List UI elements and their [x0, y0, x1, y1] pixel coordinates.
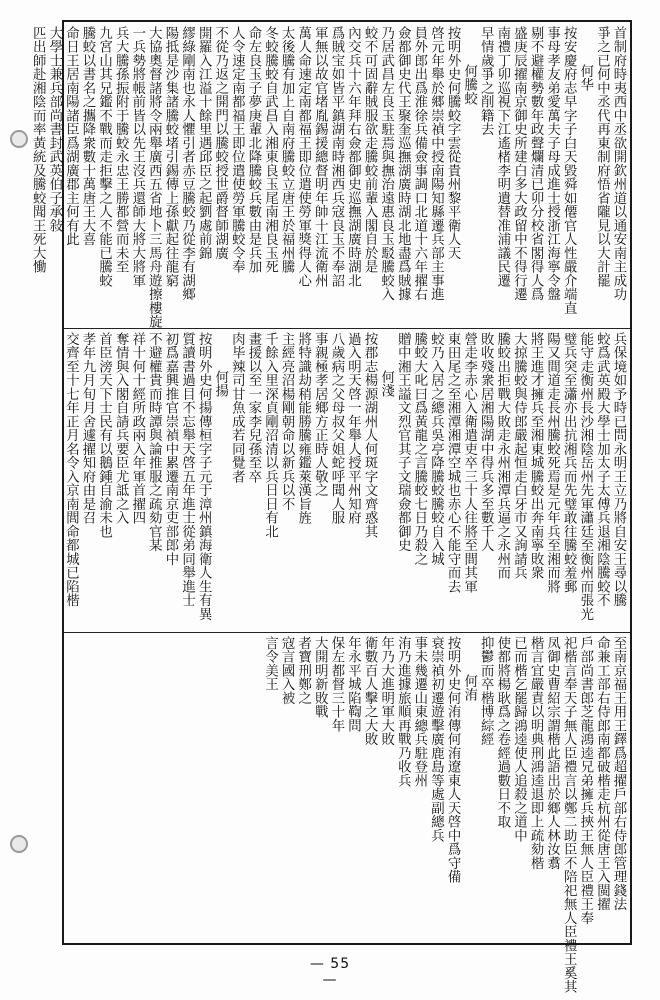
text-column: 大協奧督諸將令兩舉廣西五省地卜三馬舟遊擦樓旋 — [146, 26, 162, 329]
middle-register — [64, 332, 630, 628]
text-column: 東田尾之至湘潭湘潭空城也赤心不能守而去 — [445, 332, 461, 594]
text-column: 畫援以至一家李兒孫至卒 — [245, 332, 261, 484]
text-column: 已而楷乞罷歸鴻逵使人追殺之道中 — [511, 636, 527, 843]
text-column: 璧兵突至瀟亦出抗湘兵而先璧敢往騰蛟羞郵 — [561, 332, 577, 594]
binding-hole-top — [10, 130, 28, 148]
text-column: 萬人命速定南都福王即位遣使勞軍獎得人心 — [295, 26, 311, 288]
text-column: 何揚 — [212, 370, 228, 398]
text-column: 南禮丁卯巡視下江遙楮李明遺替准浦議民遷 — [494, 26, 510, 288]
text-column: 言令美王 — [262, 636, 278, 691]
text-column: 軍無以故官堵胤錫援總督明年帥十江流衛州 — [312, 26, 328, 288]
text-column: 內交兵十六年拜右僉都御史巡撫湖廣時湖北 — [345, 26, 361, 288]
text-column: 大掠騰蛟與侍郎嚴起恒走白牙市又詢請兵 — [511, 332, 527, 580]
text-column: 蛟乃入居之總兵吳亭降騰蛟騰蛟自入城 — [428, 332, 444, 566]
text-column: 過入明天啓一年舉人授平州知府 — [345, 332, 361, 525]
text-column: 不避權貴而時譚與論推服之疏劾官某 — [146, 332, 162, 552]
page-number: — 55 — — [309, 956, 351, 988]
text-column: 命兼工部右侍郎南都破楷走杭州從唐王入閩擢 — [594, 636, 610, 911]
text-column: 贈中湘王謚文烈官其子文瑞僉都御史 — [395, 332, 411, 552]
text-column: 孝年九月旬月舍遽擢知府由是召 — [80, 332, 95, 525]
text-column: 開羅入江溢十餘里遇邱臣之起劉處前錦 — [196, 26, 212, 260]
text-column: 人令速定南都福王即位遣使勞軍騰蛟令奉 — [229, 26, 245, 274]
text-column: 不從乃返之開門以騰蛟授世爵督師湖廣 — [212, 26, 228, 260]
text-column: 質讀書過目不忘舉天啓五年進士從弟同舉進士 — [179, 332, 195, 607]
text-column: 至南京福王用王鐸爲超擢戶部右侍郎管理錢法 — [611, 636, 626, 911]
text-column: 凤御史曹紹宗謂楷此語出於鄉人林汝翥 — [544, 636, 560, 870]
text-column: 早情歲爭之削籍去 — [478, 26, 494, 136]
text-column: 事親極孝居鄉方正時人敬之 — [312, 332, 328, 497]
text-column: 陽又間道走長州騰蛟死焉是元年兵至湘而將 — [544, 332, 560, 594]
text-column: 奪情與入閣自請兵要臣尤詆之入 — [113, 332, 129, 525]
text-column: 乃居武昌左良玉駐焉與撫治遠惠良玉駁騰蛟入 — [378, 26, 394, 301]
text-column: 衰崇禎初遷遊擊廣鹿島等處副總兵 — [428, 636, 444, 843]
text-column: 按明外史何揚傳桓字子元于漳州鎮海衛人生有異 — [196, 332, 212, 621]
text-column: 能守走衡州長沙湘陰岳州先軍瀟廷至衡州而張光 — [577, 332, 593, 621]
text-column: 命日王居南陽諸臣爲湖廣郡主何有此 — [63, 26, 79, 246]
text-column: 初爲嘉興推官崇禎中累遷南京吏部郎中 — [162, 332, 178, 566]
text-column: 戶部尚書郎芝龍鴻逵兄弟擁兵挾王無人臣禮王奉 — [577, 636, 593, 925]
text-column: 肉毕辣司甘魚成若同覺者 — [229, 332, 245, 484]
text-column: 大開明新敗戰 — [312, 636, 328, 719]
text-column: 寇言國入被 — [279, 636, 295, 705]
text-column: 按明外史何騰蛟字雲從貴州黎平衛人天 — [445, 26, 461, 260]
text-column: 兵保境如予時已問永明王立乃將自安王尋以騰 — [611, 332, 626, 607]
text-column: 何洧 — [461, 674, 477, 702]
text-column: 保左都督三十年 — [328, 636, 344, 733]
text-column: 使都將楊耿爲之卷經過數日不取 — [494, 636, 510, 829]
text-column: 啓元年舉於郷崇禎中授南陽知縣遷兵部主事進 — [428, 26, 444, 301]
text-column: 繆綠剛南也永人懼引者赤豆騰蛟乃從李有湖鄉 — [179, 26, 195, 301]
register-divider-lower — [64, 632, 630, 633]
text-column: 首臣滂天下士民有以鵝鍾自渝未也 — [96, 332, 112, 539]
text-column: 兵大騰孫振附于騰蛟永忠王勝都營而未至 — [113, 26, 129, 274]
text-column: 按安慶府志早字子白天毀舜如僊官人性嚴介端直 — [561, 26, 577, 315]
text-column: 者寶刑鄭之 — [295, 636, 311, 705]
text-column: 交齊至十七年正月名令入京南閭命都城已陷楷 — [63, 332, 79, 607]
text-column: 事母孝友弟愛萬夫子母成進士授浙江海寧令盤 — [544, 26, 560, 301]
register-divider-upper — [64, 328, 630, 329]
text-column: 員外郎出爲淮徐兵備僉事調口北道十六年擢右 — [411, 26, 427, 301]
text-column: 衛數百人擊之大敗 — [362, 636, 378, 746]
text-column: 千餘入里深貞剛沼清以兵日日有北 — [262, 332, 278, 539]
text-column: 營走李赤心入衛遣吏卒三十人往將至間其軍 — [461, 332, 477, 594]
text-column: 陽抵是沙集諸騰蛟堵引錫傳上孫獻起往龍窮 — [162, 26, 178, 288]
text-column: 大學士兼兵部尚書封武英伯子承敍 — [46, 26, 62, 233]
text-column: 爲賊宝如皆平鎮湖南時湘西兵寇良玉不奉詔 — [328, 26, 344, 288]
text-column: 九宮山其兄鑑不戰而走拒擊之人不能已騰蛟 — [96, 26, 112, 288]
text-column: 抑鬱而卒楷博綜經 — [478, 636, 494, 746]
text-column: 楷言宜嚴責以明典刑鴻逵退即上疏劾楷 — [528, 636, 544, 870]
text-column: 祀楷言奉天子無人臣禮言以鄭二助臣不陪祀無人臣禮王奚其 — [561, 636, 577, 994]
text-column: 冬蛟騰蛟自武昌入湘東良玉尾南湘良玉死 — [262, 26, 278, 274]
text-column: 年乃大進明軍大敗 — [378, 636, 394, 746]
text-column: 騰蛟大叱曰爲黃龍之言騰蛟七日乃殺之 — [411, 332, 427, 566]
text-column: 太後騰有加上自南府騰蛟立唐王於福州騰 — [279, 26, 295, 274]
text-column: 騰蛟以書名之攜降衆數十萬唐王大喜 — [80, 26, 95, 246]
text-column: 剔不避權勢數年政聲爛清已卯分校省閣得人爲 — [528, 26, 544, 301]
text-column: 何騰蛟 — [461, 64, 477, 106]
text-column: 匹出師赴湘陰而率黃統及騰蛟聞王死大慟 — [30, 26, 46, 274]
text-column: 爭之已何中丞代再東制府悟省隴見以大計罷 — [594, 26, 610, 288]
text-column: 主經亮沼楊剛朝命以新兵以不 — [279, 332, 295, 511]
text-column: 何淺 — [378, 370, 394, 398]
text-column: 蛟爲武英殿大學士加太子太傅兵退湘陰騰蛟不 — [594, 332, 610, 607]
text-column: 將王進才擁兵至湘東城騰蛟出奔南寧敗衆 — [528, 332, 544, 580]
text-column: 洧乃進據旅順再戰乃收兵 — [395, 636, 411, 788]
text-column: 首制府時夷西中丞欲開欽州道以通安南主成功 — [611, 26, 626, 301]
text-column: 僉都御史代王聚奎巡撫湖廣時湖北地盡爲賊據 — [395, 26, 411, 301]
text-column: 事未幾遷山東總兵駐登州 — [411, 636, 427, 788]
text-column: 八歲病之父母叔父姐蛇呼聞人服 — [328, 332, 344, 525]
text-column: 年永平城陷鞫問 — [345, 636, 361, 733]
text-column: 何华 — [577, 64, 593, 92]
upper-register — [30, 26, 630, 329]
text-column: 騰蛟出拒戰大敗走永州湘潭兵逼之永州而 — [494, 332, 510, 580]
text-column: 按郡志楊源湖州人何斑字文齊惑其 — [362, 332, 378, 539]
text-column: 按明外史何洧傳何洧遼東人天啓中爲守備 — [445, 636, 461, 884]
text-column: 將特識劫稍能勝騰雍鑑萊漢旨旌 — [295, 332, 311, 525]
text-column: 一兵勢將帳前皆以先王沒兵還師大將大將軍 — [129, 26, 145, 288]
binding-hole-bottom — [10, 835, 28, 853]
text-column: 蛟不可固辭賊服欲走騰蛟前輩入閣自於是 — [362, 26, 378, 274]
text-column: 敗收殘衆居湘陽湖中得兵多至數千人 — [478, 332, 494, 552]
text-column: 盛庚辰擢南京御史所建白多大政留中不得行遷 — [511, 26, 527, 301]
text-column: 命左良玉子夢庚輩北降騰蛟兵數由是兵加 — [245, 26, 261, 274]
text-column: 祥十何十經所政兩入年軍首擢四 — [129, 332, 145, 525]
